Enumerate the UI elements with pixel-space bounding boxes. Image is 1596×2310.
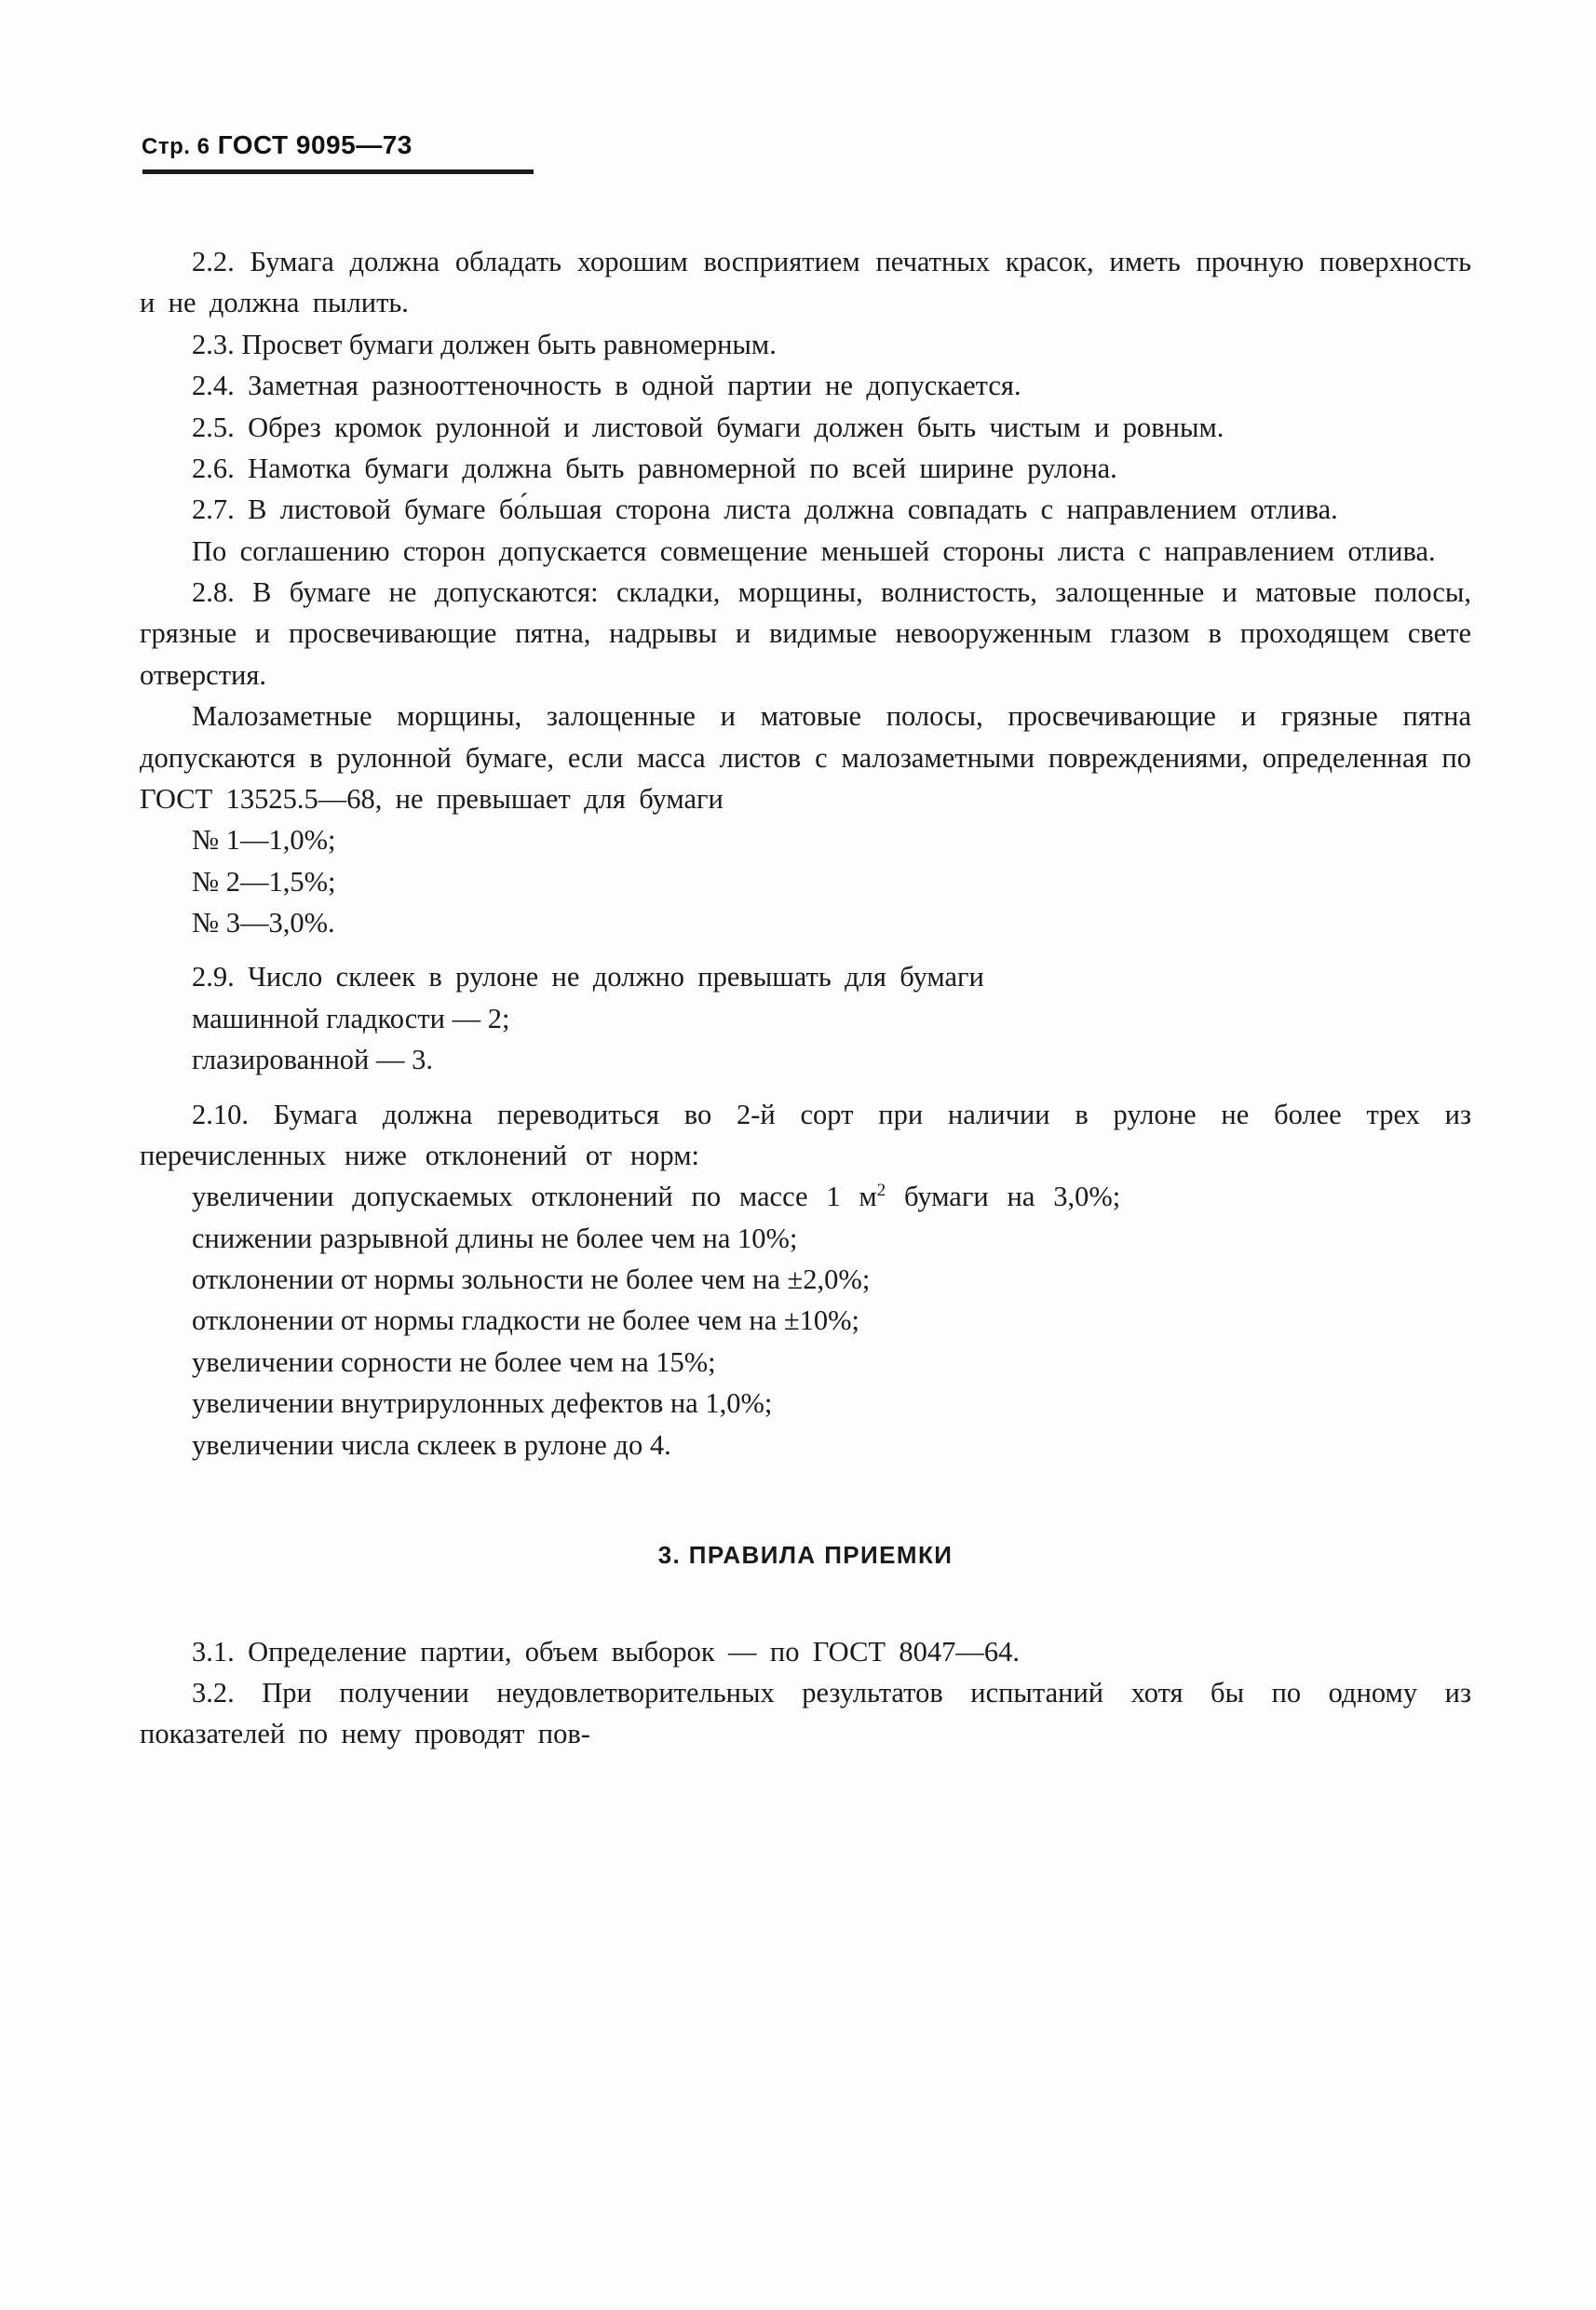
deviation-item-3: отклонении от нормы зольности не более чем на ±2,0%;	[192, 1263, 871, 1295]
header-divider	[142, 169, 534, 174]
list-item-no-2: № 2—1,5%;	[192, 865, 336, 898]
clause-3-1: 3.1. Определение партии, объем выборок — по ГОСТ 8047—64.	[192, 1635, 1021, 1668]
body-text	[140, 241, 1471, 1755]
clause-2-7: 2.7. В листовой бумаге бо́льшая сторона листа должна совпадать с направлением отлива.	[192, 493, 1338, 526]
clause-2-7-note: По соглашению сторон допускается совмещение меньшей стороны листа с направлением отлива.	[192, 534, 1436, 567]
spacer	[140, 1081, 1471, 1094]
clause-2-8: 2.8. В бумаге не допускаются: складки, морщины, волнистость, залощенные и матовые полосы, грязные и просвечивающие пятна, надрывы и видимые невооруженным глазом в проходящем свете отверстия.	[140, 576, 1471, 691]
clause-2-9-sub-2: глазированной — 3.	[192, 1044, 433, 1076]
page-header	[142, 130, 1471, 160]
deviation-item-5: увеличении сорности не более чем на 15%;	[192, 1345, 716, 1378]
clause-2-2: 2.2. Бумага должна обладать хорошим восприятием печатных красок, иметь прочную поверхность и не должна пылить.	[140, 246, 1471, 319]
clause-2-6: 2.6. Намотка бумаги должна быть равномерной по всей ширине рулона.	[192, 452, 1117, 484]
clause-2-8-note: Малозаметные морщины, залощенные и матовые полосы, просвечивающие и грязные пятна допускаются в рулонной бумаге, если масса листов с малозаметными повреждениями, определенная по ГОСТ 13525.5—68, не превышает для бумаги	[140, 700, 1471, 815]
deviation-item-6: увеличении внутрирулонных дефектов на 1,0%;	[192, 1387, 773, 1420]
clause-2-4: 2.4. Заметная разнооттеночность в одной партии не допускается.	[192, 370, 1021, 402]
clause-3-2: 3.2. При получении неудовлетворительных результатов испытаний хотя бы по одному из показателей по нему проводят пов-	[140, 1677, 1471, 1750]
section-3-heading: 3. ПРАВИЛА ПРИЕМКИ	[657, 1540, 954, 1569]
deviation-item-1-text-a: увеличении допускаемых отклонений по массе 1 м	[192, 1181, 877, 1213]
deviation-item-1-text-b: бумаги на 3,0%;	[886, 1181, 1121, 1213]
square-meter-superscript: 2	[876, 1181, 886, 1201]
spacer	[140, 943, 1471, 956]
list-item-no-3: № 3—3,0%.	[192, 907, 335, 939]
deviation-item-2: снижении разрывной длины не более чем на 10%;	[192, 1222, 798, 1254]
clause-2-9-sub-1: машинной гладкости — 2;	[192, 1002, 510, 1034]
clause-2-5: 2.5. Обрез кромок рулонной и листовой бумаги должен быть чистым и ровным.	[192, 411, 1224, 443]
clause-2-3: 2.3. Просвет бумаги должен быть равномерным.	[192, 328, 777, 360]
deviation-item-7: увеличении числа склеек в рулоне до 4.	[192, 1428, 671, 1461]
list-item-no-1: № 1—1,0%;	[192, 824, 336, 857]
deviation-item-1	[140, 1176, 1471, 1217]
standard-designation: ГОСТ 9095—73	[217, 130, 413, 159]
clause-2-9: 2.9. Число склеек в рулоне не должно превышать для бумаги	[192, 961, 984, 993]
deviation-item-4: отклонении от нормы гладкости не более чем на ±10%;	[192, 1304, 860, 1337]
page-content	[140, 130, 1471, 1755]
clause-2-10: 2.10. Бумага должна переводиться во 2-й сорт при наличии в рулоне не более трех из перечисленных ниже отклонений от норм:	[140, 1098, 1471, 1171]
page-number-label: Стр. 6	[142, 134, 210, 159]
